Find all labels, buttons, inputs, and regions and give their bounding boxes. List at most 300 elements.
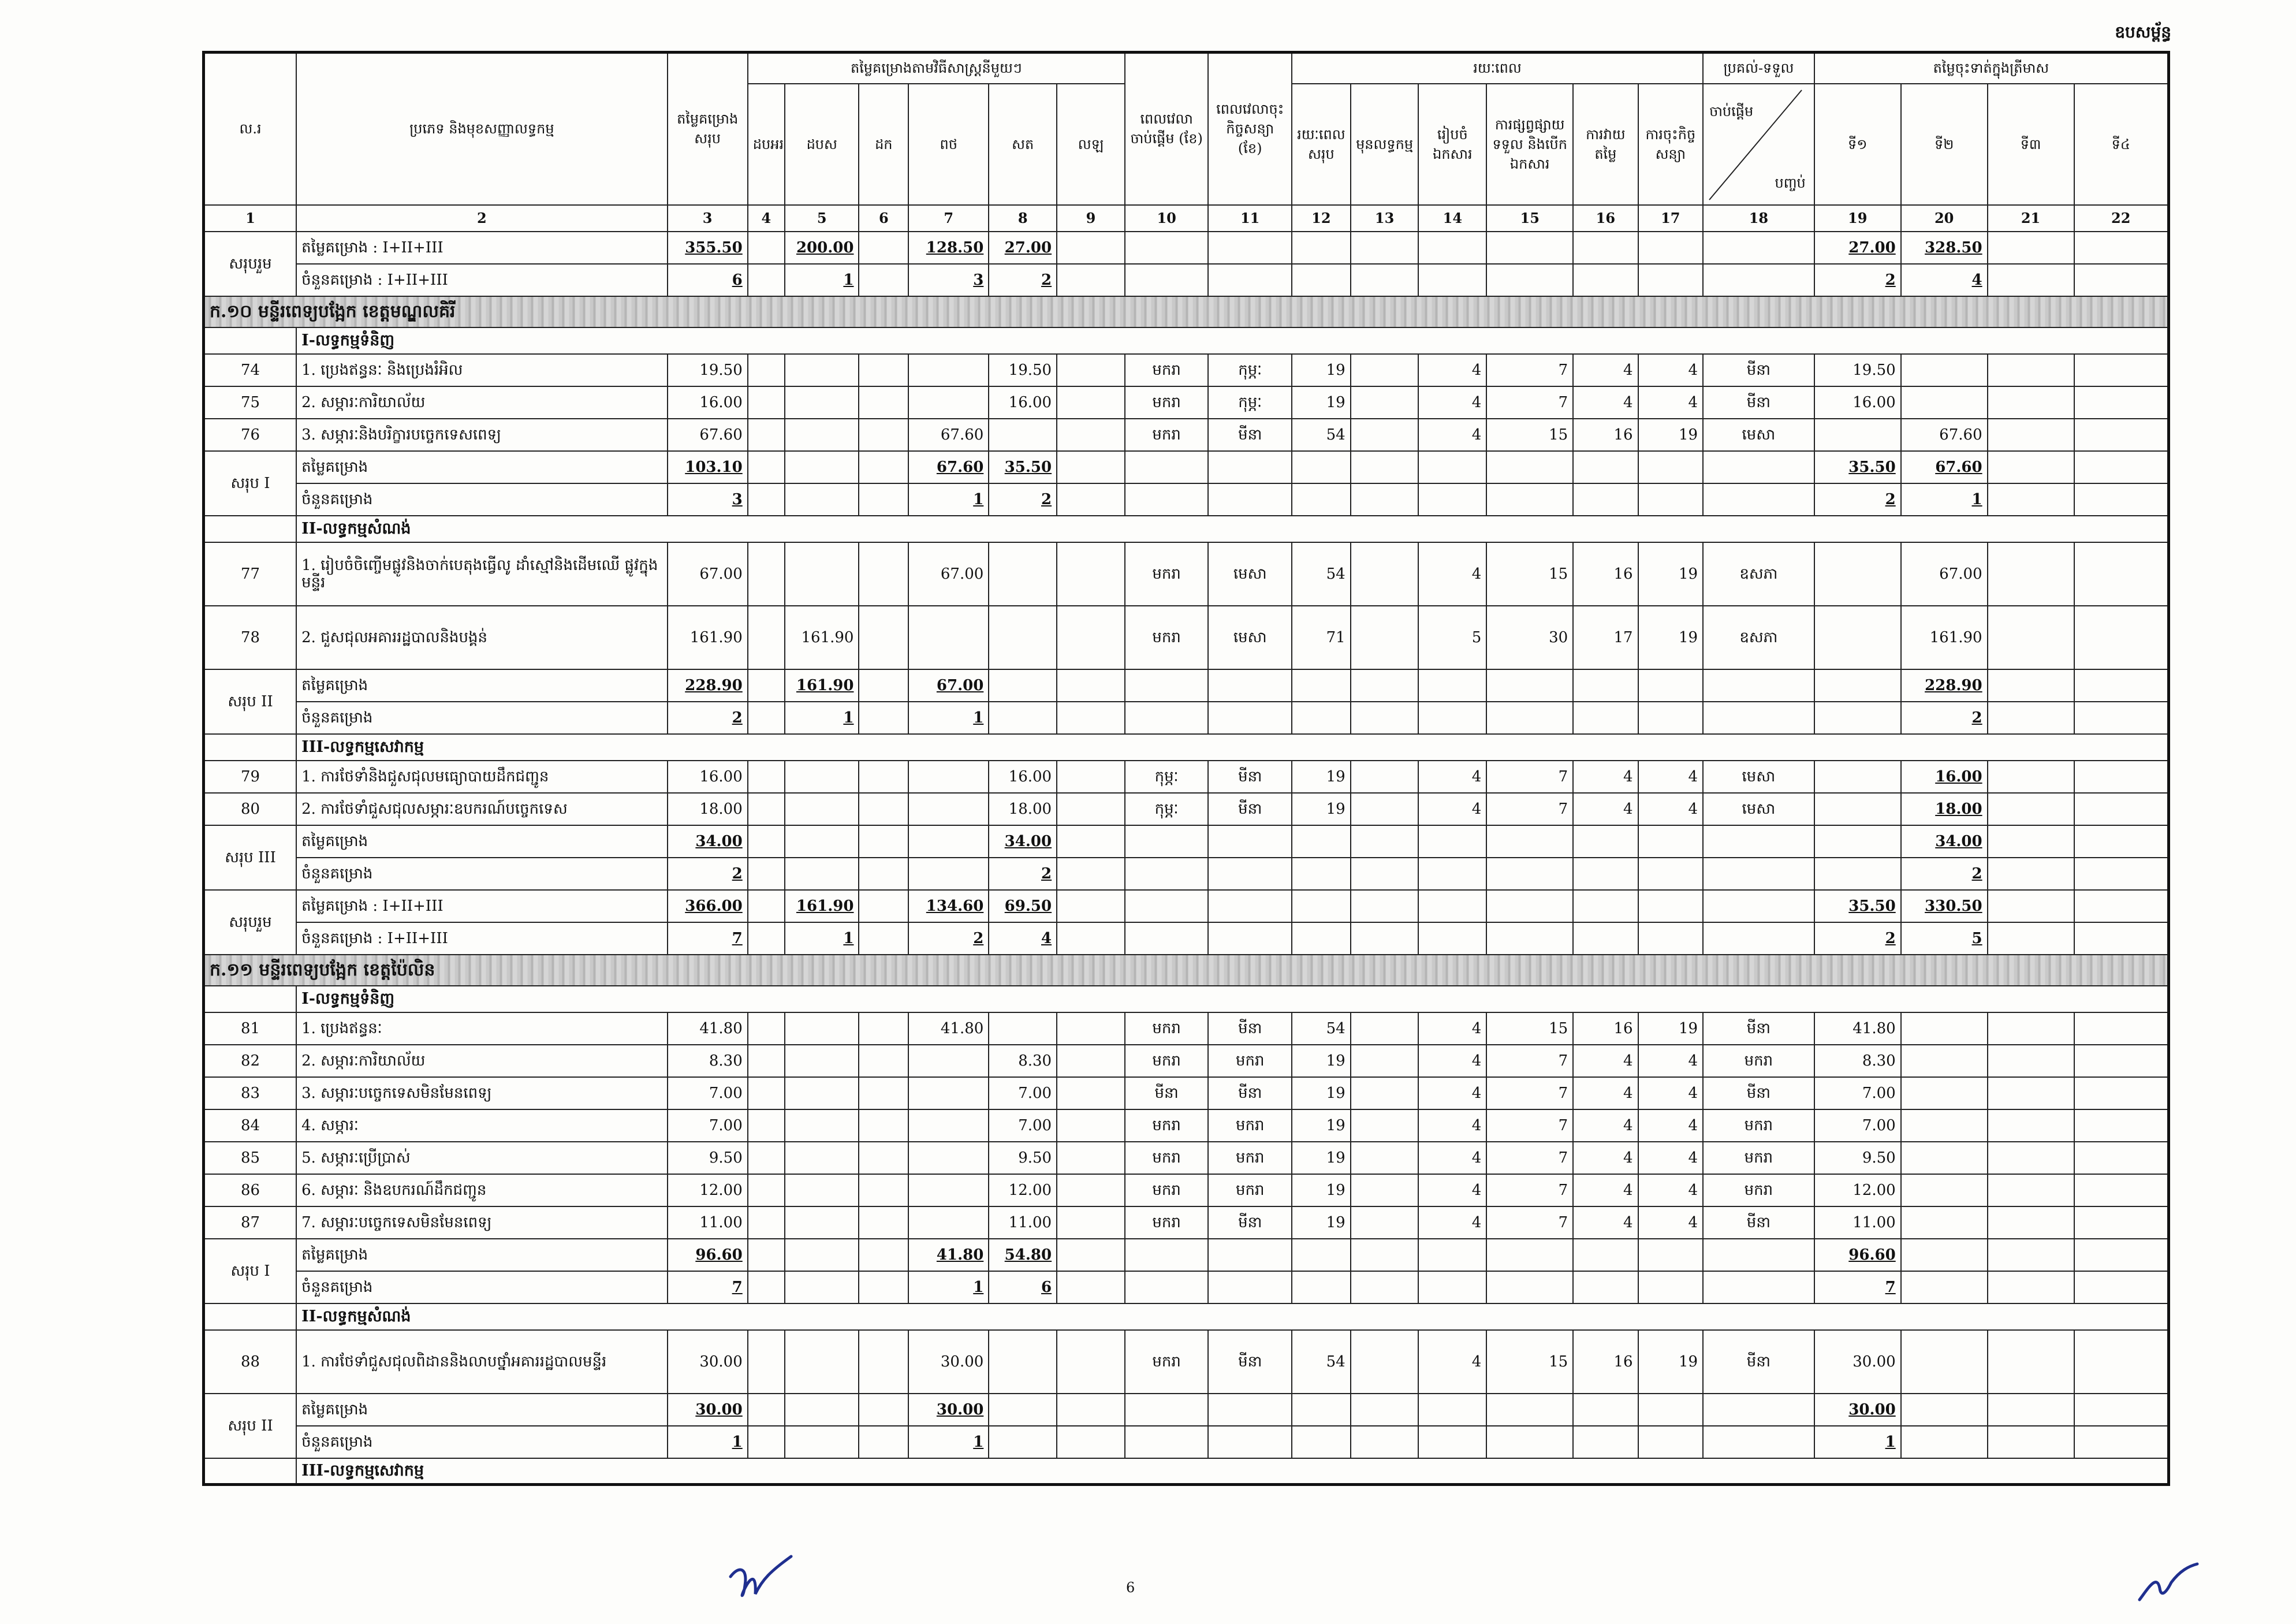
cell-q1: 30.00	[1814, 1394, 1901, 1426]
column-number: 18	[1703, 205, 1814, 232]
cell-q3	[1988, 1426, 2074, 1458]
cell-q1	[1814, 542, 1901, 606]
cell-total: 2	[668, 702, 748, 734]
cell-deliv: មេសា	[1703, 761, 1814, 793]
cell-m6	[1057, 542, 1125, 606]
cell-deliv	[1703, 858, 1814, 890]
cell-q4	[2074, 1426, 2169, 1458]
cell-total: 9.50	[668, 1142, 748, 1174]
item-name: 1. ប្រេងឥន្ធនៈ និងប្រេងរំអិល	[296, 354, 667, 386]
table-row	[204, 1077, 2169, 1109]
cell-m4	[908, 1142, 989, 1174]
cell-m5	[989, 419, 1057, 451]
cell-t2	[1351, 669, 1419, 702]
cell-t4	[1486, 1394, 1573, 1426]
cell-m6	[1057, 1239, 1125, 1271]
cell-m2	[785, 354, 859, 386]
cell-m6	[1057, 922, 1125, 955]
cell-q1	[1814, 702, 1901, 734]
cell-q2: 228.90	[1901, 669, 1988, 702]
page-label: ឧបសម្ព័ន្ធ	[2115, 23, 2171, 42]
cell-t2	[1351, 232, 1419, 264]
cell-m5	[989, 669, 1057, 702]
cell-m5	[989, 1330, 1057, 1394]
cell-t4: 15	[1486, 1012, 1573, 1045]
cell-start: កុម្ភៈ	[1125, 761, 1209, 793]
cell-m1	[748, 1394, 785, 1426]
cell-m3	[859, 825, 908, 858]
cell-m1	[748, 1330, 785, 1394]
cell-q2	[1901, 1077, 1988, 1109]
summary-row	[204, 1394, 2169, 1426]
cell-sign: មេសា	[1208, 606, 1292, 669]
cell-t5: 4	[1573, 1045, 1638, 1077]
cell-q4	[2074, 1077, 2169, 1109]
cell-total: 30.00	[668, 1330, 748, 1394]
cell-m6	[1057, 354, 1125, 386]
table-row	[204, 419, 2169, 451]
cell-m5: 12.00	[989, 1174, 1057, 1206]
summary-row	[204, 669, 2169, 702]
cell-q4	[2074, 1045, 2169, 1077]
cell-m2	[785, 1045, 859, 1077]
cell-deliv: មីនា	[1703, 1206, 1814, 1239]
cell-m1	[748, 1239, 785, 1271]
cell-q3	[1988, 606, 2074, 669]
cell-q3	[1988, 483, 2074, 516]
cell-sign	[1208, 1271, 1292, 1303]
col-header-q2: ទី២	[1901, 84, 1988, 205]
cell-m2: 1	[785, 922, 859, 955]
cell-m4	[908, 1174, 989, 1206]
col-header-q1: ទី១	[1814, 84, 1901, 205]
cell-t1: 19	[1292, 793, 1351, 825]
cell-total: 12.00	[668, 1174, 748, 1206]
cell-m5: 35.50	[989, 451, 1057, 483]
cell-start	[1125, 1394, 1209, 1426]
cell-m4: 41.80	[908, 1012, 989, 1045]
cell-m5: 34.00	[989, 825, 1057, 858]
cell-deliv	[1703, 702, 1814, 734]
cell-t4: 7	[1486, 354, 1573, 386]
cell-t6	[1638, 1426, 1703, 1458]
table-row	[204, 761, 2169, 793]
item-name: 3. សម្ភារៈបច្ចេកទេសមិនមែនពេទ្យ	[296, 1077, 667, 1109]
cell-t4: 7	[1486, 1142, 1573, 1174]
cell-t6	[1638, 264, 1703, 296]
cell-t5: 16	[1573, 542, 1638, 606]
cell-m4	[908, 354, 989, 386]
cell-m2	[785, 542, 859, 606]
summary-row	[204, 1271, 2169, 1303]
cell-t2	[1351, 702, 1419, 734]
cell-t2	[1351, 1206, 1419, 1239]
cell-sign	[1208, 825, 1292, 858]
cell-m1	[748, 1271, 785, 1303]
cell-m3	[859, 858, 908, 890]
cell-m3	[859, 1206, 908, 1239]
cell-m2: 200.00	[785, 232, 859, 264]
procurement-plan-table	[202, 51, 2170, 1486]
cell-q2	[1901, 1045, 1988, 1077]
cell-t6: 19	[1638, 1012, 1703, 1045]
cell-start: មករា	[1125, 1045, 1209, 1077]
row-number: 85	[204, 1142, 297, 1174]
cell-q3	[1988, 890, 2074, 922]
column-number: 3	[668, 205, 748, 232]
cell-total: 30.00	[668, 1394, 748, 1426]
cell-t4: 30	[1486, 606, 1573, 669]
empty-cell	[204, 516, 297, 542]
cell-m5: 6	[989, 1271, 1057, 1303]
row-number: 81	[204, 1012, 297, 1045]
summary-row	[204, 451, 2169, 483]
group-title: I-លទ្ធកម្មទំនិញ	[296, 327, 2168, 354]
cell-m5: 4	[989, 922, 1057, 955]
cell-m3	[859, 922, 908, 955]
cell-m2	[785, 386, 859, 419]
cell-q4	[2074, 1394, 2169, 1426]
cell-q2	[1901, 1271, 1988, 1303]
cell-q4	[2074, 419, 2169, 451]
cell-m5: 2	[989, 483, 1057, 516]
cell-sign	[1208, 669, 1292, 702]
cell-m3	[859, 1142, 908, 1174]
item-name: 7. សម្ភារៈបច្ចេកទេសមិនមែនពេទ្យ	[296, 1206, 667, 1239]
col-header-sign: ពេលវេលាចុះកិច្ចសន្យា (ខែ)	[1208, 53, 1292, 205]
cell-start	[1125, 669, 1209, 702]
cell-m3	[859, 232, 908, 264]
cell-m5	[989, 1426, 1057, 1458]
cell-m2	[785, 419, 859, 451]
cell-m6	[1057, 890, 1125, 922]
cell-q3	[1988, 825, 2074, 858]
cell-q4	[2074, 451, 2169, 483]
cell-t6: 4	[1638, 386, 1703, 419]
cell-m6	[1057, 264, 1125, 296]
summary-label: សរុបរួម	[204, 232, 297, 296]
cell-t5	[1573, 702, 1638, 734]
cell-q1: 96.60	[1814, 1239, 1901, 1271]
column-number: 7	[908, 205, 989, 232]
cell-t6: 4	[1638, 1206, 1703, 1239]
cell-q3	[1988, 1239, 2074, 1271]
cell-q1: 35.50	[1814, 890, 1901, 922]
column-number: 14	[1418, 205, 1486, 232]
cell-q4	[2074, 1174, 2169, 1206]
cell-m1	[748, 451, 785, 483]
cell-t5	[1573, 890, 1638, 922]
cell-q4	[2074, 264, 2169, 296]
cell-t6: 4	[1638, 1045, 1703, 1077]
cell-t5	[1573, 669, 1638, 702]
column-number: 20	[1901, 205, 1988, 232]
cell-q4	[2074, 232, 2169, 264]
cell-m4	[908, 793, 989, 825]
cell-t2	[1351, 922, 1419, 955]
col-header-q4: ទី៤	[2074, 84, 2169, 205]
cell-sign	[1208, 264, 1292, 296]
cell-m1	[748, 606, 785, 669]
cell-sign: មីនា	[1208, 1206, 1292, 1239]
item-name: ចំនួនគម្រោង	[296, 702, 667, 734]
cell-start: មករា	[1125, 1012, 1209, 1045]
cell-t1	[1292, 858, 1351, 890]
cell-sign: មករា	[1208, 1142, 1292, 1174]
cell-t6	[1638, 232, 1703, 264]
cell-m1	[748, 419, 785, 451]
cell-m4	[908, 761, 989, 793]
cell-total: 103.10	[668, 451, 748, 483]
column-number: 11	[1208, 205, 1292, 232]
cell-q1	[1814, 825, 1901, 858]
cell-m3	[859, 1271, 908, 1303]
table-row	[204, 542, 2169, 606]
page-number: 6	[1126, 1580, 1135, 1596]
cell-deliv	[1703, 483, 1814, 516]
column-number: 19	[1814, 205, 1901, 232]
cell-q3	[1988, 386, 2074, 419]
cell-t6: 19	[1638, 1330, 1703, 1394]
cell-t5	[1573, 1394, 1638, 1426]
cell-deliv	[1703, 232, 1814, 264]
group-title: III-លទ្ធកម្មសេវាកម្ម	[296, 734, 2168, 761]
cell-t1	[1292, 1426, 1351, 1458]
cell-q2: 34.00	[1901, 825, 1988, 858]
cell-t1: 54	[1292, 1012, 1351, 1045]
cell-q4	[2074, 761, 2169, 793]
col-header-time-group: រយៈពេល	[1292, 53, 1703, 84]
item-name: ចំនួនគម្រោង	[296, 1271, 667, 1303]
empty-cell	[204, 327, 297, 354]
cell-t1	[1292, 264, 1351, 296]
cell-t2	[1351, 1426, 1419, 1458]
cell-t5: 4	[1573, 761, 1638, 793]
cell-m2	[785, 1142, 859, 1174]
cell-t2	[1351, 1012, 1419, 1045]
cell-m6	[1057, 1394, 1125, 1426]
cell-m2	[785, 1426, 859, 1458]
cell-deliv: មីនា	[1703, 1012, 1814, 1045]
cell-t4	[1486, 702, 1573, 734]
cell-start: មករា	[1125, 419, 1209, 451]
cell-m5: 2	[989, 264, 1057, 296]
cell-t6: 4	[1638, 1142, 1703, 1174]
item-name: 1. ប្រេងឥន្ធនៈ	[296, 1012, 667, 1045]
cell-m3	[859, 1239, 908, 1271]
cell-q2: 2	[1901, 858, 1988, 890]
cell-t5: 4	[1573, 1206, 1638, 1239]
cell-sign	[1208, 483, 1292, 516]
cell-sign: មករា	[1208, 1045, 1292, 1077]
cell-m6	[1057, 761, 1125, 793]
cell-total: 7	[668, 922, 748, 955]
cell-q4	[2074, 483, 2169, 516]
cell-m3	[859, 1426, 908, 1458]
cell-q4	[2074, 1142, 2169, 1174]
cell-q4	[2074, 669, 2169, 702]
cell-t6: 4	[1638, 1174, 1703, 1206]
cell-t4: 7	[1486, 386, 1573, 419]
cell-t2	[1351, 1142, 1419, 1174]
cell-q2: 1	[1901, 483, 1988, 516]
cell-start: កុម្ភៈ	[1125, 793, 1209, 825]
cell-q1	[1814, 793, 1901, 825]
cell-q1: 41.80	[1814, 1012, 1901, 1045]
cell-m3	[859, 669, 908, 702]
cell-sign	[1208, 1394, 1292, 1426]
table-row	[204, 1012, 2169, 1045]
cell-t1: 54	[1292, 542, 1351, 606]
cell-q4	[2074, 702, 2169, 734]
cell-t1: 19	[1292, 1174, 1351, 1206]
cell-m5: 54.80	[989, 1239, 1057, 1271]
cell-m2: 161.90	[785, 890, 859, 922]
cell-total: 2	[668, 858, 748, 890]
cell-m4: 1	[908, 1426, 989, 1458]
cell-t3: 5	[1418, 606, 1486, 669]
cell-q3	[1988, 451, 2074, 483]
cell-m3	[859, 702, 908, 734]
table-row	[204, 1142, 2169, 1174]
summary-row	[204, 922, 2169, 955]
cell-m6	[1057, 825, 1125, 858]
cell-q3	[1988, 669, 2074, 702]
cell-t2	[1351, 761, 1419, 793]
cell-t3	[1418, 702, 1486, 734]
cell-m6	[1057, 793, 1125, 825]
cell-t5	[1573, 825, 1638, 858]
cell-deliv	[1703, 1426, 1814, 1458]
cell-t6	[1638, 1239, 1703, 1271]
row-number: 77	[204, 542, 297, 606]
cell-deliv: មេសា	[1703, 419, 1814, 451]
column-number: 21	[1988, 205, 2074, 232]
cell-t3: 4	[1418, 1174, 1486, 1206]
cell-m3	[859, 1077, 908, 1109]
cell-t3: 4	[1418, 1077, 1486, 1109]
cell-m3	[859, 890, 908, 922]
cell-deliv: មករា	[1703, 1045, 1814, 1077]
cell-m2	[785, 483, 859, 516]
col-header-no: ល.រ	[204, 53, 297, 205]
column-number: 8	[989, 205, 1057, 232]
cell-t6: 19	[1638, 542, 1703, 606]
col-header-t4: ការផ្សព្វផ្សាយ ទទួល និងបើកឯកសារ	[1486, 84, 1573, 205]
cell-t3: 4	[1418, 419, 1486, 451]
column-number: 2	[296, 205, 667, 232]
cell-q1: 7.00	[1814, 1077, 1901, 1109]
cell-total: 7.00	[668, 1077, 748, 1109]
col-header-name: ប្រភេទ និងមុខសញ្ញាលទ្ធកម្ម	[296, 53, 667, 205]
cell-m5: 11.00	[989, 1206, 1057, 1239]
cell-total: 11.00	[668, 1206, 748, 1239]
group-title: III-លទ្ធកម្មសេវាកម្ម	[296, 1458, 2168, 1485]
item-name: តម្លៃគម្រោង	[296, 451, 667, 483]
cell-m1	[748, 386, 785, 419]
cell-sign	[1208, 232, 1292, 264]
col-header-t1: រយៈពេលសរុប	[1292, 84, 1351, 205]
cell-t3: 4	[1418, 761, 1486, 793]
cell-m1	[748, 1142, 785, 1174]
cell-m4	[908, 1109, 989, 1142]
group-header-row	[204, 1458, 2169, 1485]
cell-q3	[1988, 1012, 2074, 1045]
cell-m1	[748, 922, 785, 955]
cell-m1	[748, 1077, 785, 1109]
cell-m4: 1	[908, 1271, 989, 1303]
cell-t1: 19	[1292, 354, 1351, 386]
empty-cell	[204, 1458, 297, 1485]
summary-row	[204, 232, 2169, 264]
cell-q4	[2074, 606, 2169, 669]
col-header-t5: ការវាយតម្លៃ	[1573, 84, 1638, 205]
cell-t6	[1638, 922, 1703, 955]
cell-m4: 3	[908, 264, 989, 296]
cell-m5: 18.00	[989, 793, 1057, 825]
column-number: 13	[1351, 205, 1419, 232]
cell-q1: 35.50	[1814, 451, 1901, 483]
cell-q3	[1988, 702, 2074, 734]
row-number: 74	[204, 354, 297, 386]
cell-deliv: មីនា	[1703, 1077, 1814, 1109]
cell-t2	[1351, 1239, 1419, 1271]
column-number: 10	[1125, 205, 1209, 232]
cell-t4: 7	[1486, 793, 1573, 825]
cell-m2	[785, 858, 859, 890]
row-number: 88	[204, 1330, 297, 1394]
cell-m1	[748, 483, 785, 516]
cell-sign	[1208, 451, 1292, 483]
table-row	[204, 354, 2169, 386]
cell-m1	[748, 264, 785, 296]
cell-m5	[989, 1394, 1057, 1426]
item-name: 4. សម្ភារៈ	[296, 1109, 667, 1142]
cell-q1: 7.00	[1814, 1109, 1901, 1142]
summary-label: សរុប I	[204, 451, 297, 516]
row-number: 84	[204, 1109, 297, 1142]
cell-q2	[1901, 1142, 1988, 1174]
cell-t2	[1351, 264, 1419, 296]
cell-m6	[1057, 669, 1125, 702]
cell-t5: 4	[1573, 1109, 1638, 1142]
cell-q3	[1988, 1077, 2074, 1109]
col-header-t6: ការចុះកិច្ចសន្យា	[1638, 84, 1703, 205]
summary-label: សរុប II	[204, 1394, 297, 1458]
item-name: 2. ជួសជុលអគាររដ្ឋបាលនិងបង្គន់	[296, 606, 667, 669]
cell-q3	[1988, 1394, 2074, 1426]
cell-t6: 4	[1638, 793, 1703, 825]
cell-m4: 67.00	[908, 542, 989, 606]
cell-t3	[1418, 1239, 1486, 1271]
cell-q1	[1814, 606, 1901, 669]
cell-start: មករា	[1125, 1174, 1209, 1206]
column-number: 16	[1573, 205, 1638, 232]
summary-label: សរុបរួម	[204, 890, 297, 955]
cell-t6	[1638, 1271, 1703, 1303]
cell-start	[1125, 702, 1209, 734]
cell-q2: 5	[1901, 922, 1988, 955]
cell-t3	[1418, 483, 1486, 516]
cell-t2	[1351, 542, 1419, 606]
cell-m4: 41.80	[908, 1239, 989, 1271]
row-number: 75	[204, 386, 297, 419]
cell-t2	[1351, 354, 1419, 386]
cell-m6	[1057, 1045, 1125, 1077]
cell-q4	[2074, 793, 2169, 825]
col-header-m5: សត	[989, 84, 1057, 205]
cell-m3	[859, 793, 908, 825]
